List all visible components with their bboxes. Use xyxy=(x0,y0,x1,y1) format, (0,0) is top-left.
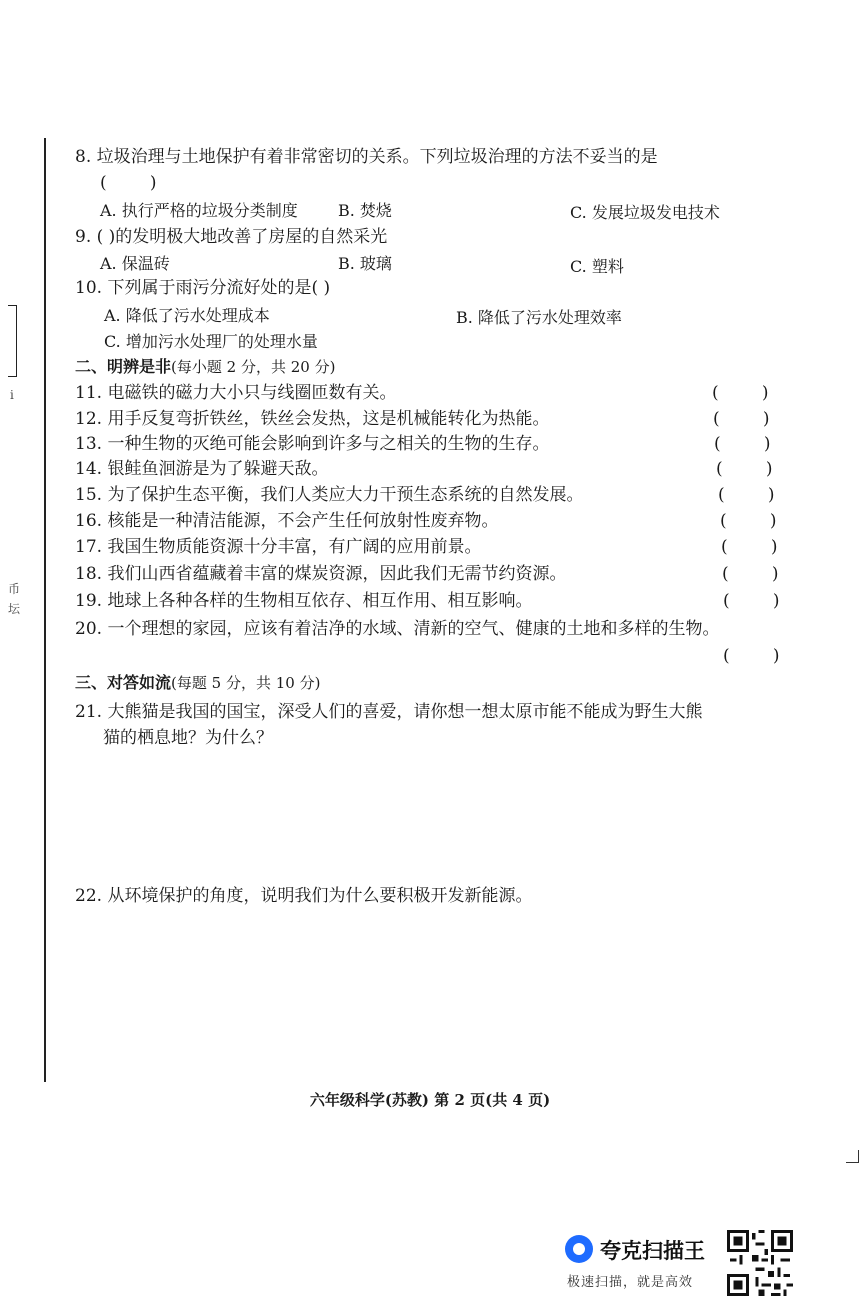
binding-margin-line xyxy=(44,138,46,1082)
question-10-option-b: B. 降低了污水处理效率 xyxy=(456,308,622,327)
question-9-option-b: B. 玻璃 xyxy=(338,254,392,273)
judgement-item: 11. 电磁铁的磁力大小只与线圈匝数有关。 xyxy=(75,383,397,403)
answer-blank[interactable]: ( ) xyxy=(100,173,157,193)
question-21-line-1: 21. 大熊猫是我国的国宝，深受人们的喜爱，请你想一想太原市能不能成为野生大熊 xyxy=(75,702,703,722)
question-22: 22. 从环境保护的角度，说明我们为什么要积极开发新能源。 xyxy=(75,886,533,906)
side-mark: 币 xyxy=(8,582,21,596)
judgement-item: 18. 我们山西省蕴藏着丰富的煤炭资源，因此我们无需节约资源。 xyxy=(75,564,567,584)
quark-logo-icon xyxy=(565,1235,593,1263)
section-3-heading xyxy=(75,672,320,694)
answer-blank[interactable]: ( ) xyxy=(718,485,775,505)
judgement-item: 15. 为了保护生态平衡，我们人类应大力干预生态系统的自然发展。 xyxy=(75,485,584,505)
scanner-watermark xyxy=(565,1235,725,1295)
judgement-item: 13. 一种生物的灭绝可能会影响到许多与之相关的生物的生存。 xyxy=(75,434,550,454)
answer-blank[interactable]: ( ) xyxy=(720,511,777,531)
question-10-option-c: C. 增加污水处理厂的处理水量 xyxy=(104,332,318,351)
section-2-heading xyxy=(75,356,335,378)
section-note: (每小题 2 分，共 20 分) xyxy=(171,358,336,376)
answer-blank[interactable]: ( ) xyxy=(716,459,773,479)
answer-blank[interactable]: ( ) xyxy=(722,564,779,584)
side-mark: 坛 xyxy=(8,602,21,616)
answer-blank[interactable]: ( ) xyxy=(723,591,780,611)
question-8-option-b: B. 焚烧 xyxy=(338,201,392,220)
section-note: (每题 5 分，共 10 分) xyxy=(171,674,321,692)
judgement-item: 17. 我国生物质能资源十分丰富，有广阔的应用前景。 xyxy=(75,537,482,557)
brand-slogan: 极速扫描，就是高效 xyxy=(567,1275,694,1290)
question-10-option-a: A. 降低了污水处理成本 xyxy=(104,306,270,325)
answer-blank[interactable]: ( ) xyxy=(713,409,770,429)
judgement-item: 16. 核能是一种清洁能源，不会产生任何放射性废弃物。 xyxy=(75,511,499,531)
section-title: 三、对答如流 xyxy=(75,673,172,692)
judgement-item: 14. 银鲑鱼洄游是为了躲避天敌。 xyxy=(75,459,329,479)
crop-corner-mark xyxy=(846,1150,859,1163)
question-10-stem: 10. 下列属于雨污分流好处的是( ) xyxy=(75,278,331,298)
question-9-stem: 9. ( )的发明极大地改善了房屋的自然采光 xyxy=(75,227,388,247)
judgement-item: 19. 地球上各种各样的生物相互依存、相互作用、相互影响。 xyxy=(75,591,533,611)
side-mark: ⅰ xyxy=(10,388,14,402)
answer-blank[interactable]: ( ) xyxy=(723,646,780,666)
answer-blank[interactable]: ( ) xyxy=(721,537,778,557)
question-8-option-c: C. 发展垃圾发电技术 xyxy=(570,203,720,222)
question-8-option-a: A. 执行严格的垃圾分类制度 xyxy=(100,201,298,220)
judgement-item: 20. 一个理想的家园，应该有着洁净的水域、清新的空气、健康的土地和多样的生物。 xyxy=(75,619,720,639)
question-9-option-a: A. 保温砖 xyxy=(100,254,170,273)
question-21-line-2: 猫的栖息地？为什么？ xyxy=(103,728,273,748)
answer-blank[interactable]: ( ) xyxy=(712,383,769,403)
answer-blank[interactable]: ( ) xyxy=(714,434,771,454)
binding-bracket xyxy=(8,305,17,377)
brand-name: 夸克扫描王 xyxy=(600,1239,705,1263)
judgement-item: 12. 用手反复弯折铁丝，铁丝会发热，这是机械能转化为热能。 xyxy=(75,409,550,429)
page-footer: 六年级科学(苏教) 第 2 页(共 4 页) xyxy=(309,1091,551,1109)
question-9-option-c: C. 塑料 xyxy=(570,257,624,276)
section-title: 二、明辨是非 xyxy=(75,357,172,376)
question-8-stem: 8. 垃圾治理与土地保护有着非常密切的关系。下列垃圾治理的方法不妥当的是 xyxy=(75,147,658,167)
qr-code-icon xyxy=(727,1230,793,1296)
